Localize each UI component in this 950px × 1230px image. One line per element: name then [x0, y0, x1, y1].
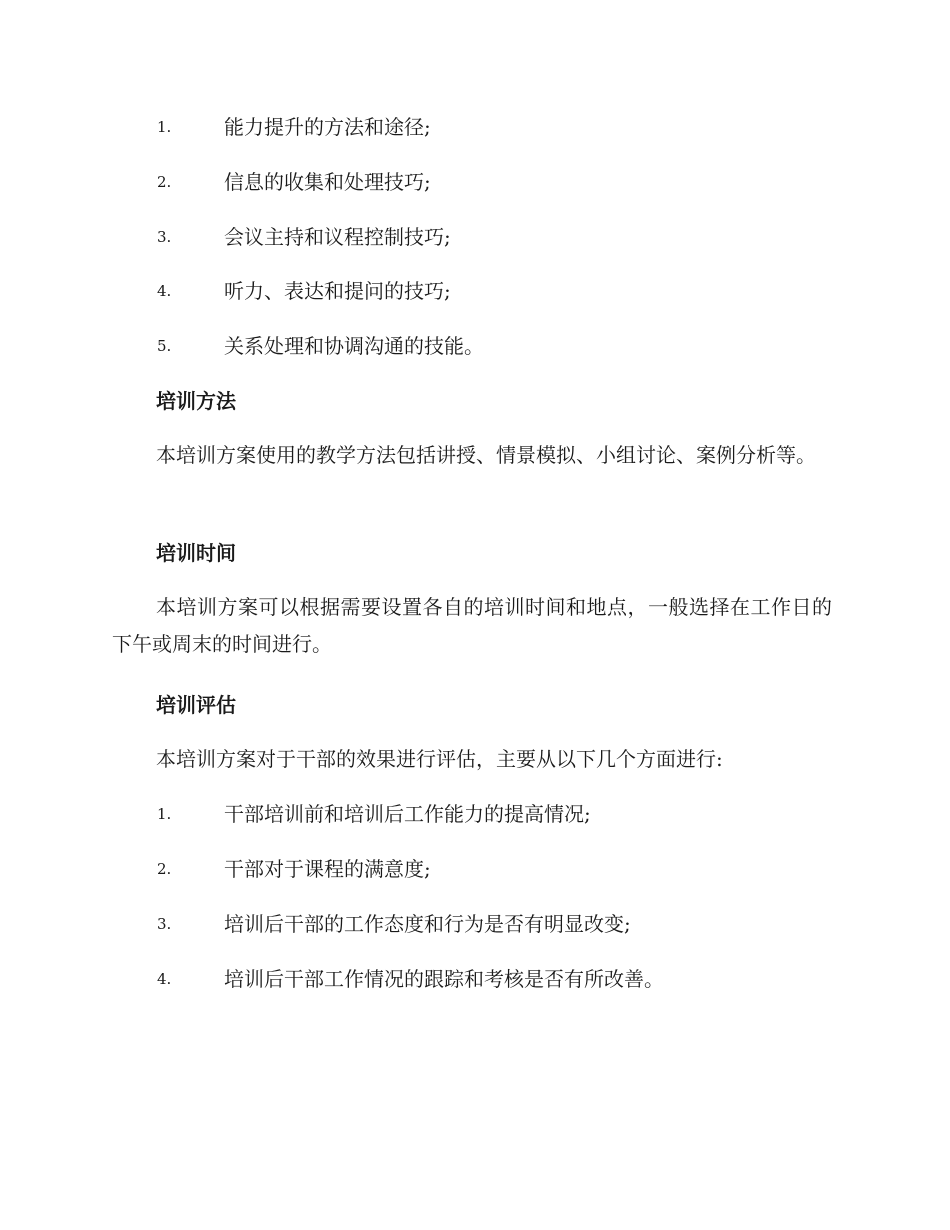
list-item — [0, 794, 950, 834]
list-item — [0, 326, 950, 366]
list-text: 会议主持和议程控制技巧; — [224, 225, 451, 249]
list-item — [0, 959, 950, 999]
list-item — [0, 162, 950, 202]
list-item — [0, 217, 950, 257]
section-intro-evaluation: 本培训方案对于干部的效果进行评估，主要从以下几个方面进行: — [156, 747, 723, 771]
list-text: 听力、表达和提问的技巧; — [224, 279, 451, 303]
list-text: 培训后干部工作情况的跟踪和考核是否有所改善。 — [224, 967, 664, 991]
list-number: 2. — [157, 173, 172, 191]
list-text: 信息的收集和处理技巧; — [224, 170, 431, 194]
list-number: 2. — [157, 860, 172, 878]
list-number: 4. — [157, 970, 172, 988]
list-text: 培训后干部的工作态度和行为是否有明显改变; — [224, 912, 631, 936]
list-number: 5. — [157, 337, 172, 355]
list-text: 干部对于课程的满意度; — [224, 857, 431, 881]
section-body-methods: 本培训方案使用的教学方法包括讲授、情景模拟、小组讨论、案例分析等。 — [156, 443, 816, 467]
list-item — [0, 107, 950, 147]
list-number: 1. — [157, 118, 172, 136]
section-heading-methods: 培训方法 — [156, 389, 236, 413]
list-number: 1. — [157, 805, 172, 823]
list-item — [0, 904, 950, 944]
section-body-time: 本培训方案可以根据需要设置各自的培训时间和地点，一般选择在工作日的下午或周末的时间进行。 — [112, 595, 832, 656]
list-item — [0, 849, 950, 889]
section-heading-time: 培训时间 — [156, 541, 236, 565]
section-heading-evaluation: 培训评估 — [156, 693, 236, 717]
list-text: 能力提升的方法和途径; — [224, 115, 431, 139]
list-text: 关系处理和协调沟通的技能。 — [224, 334, 484, 358]
list-item — [0, 271, 950, 311]
list-number: 3. — [157, 228, 172, 246]
list-text: 干部培训前和培训后工作能力的提高情况; — [224, 802, 591, 826]
list-number: 3. — [157, 915, 172, 933]
list-number: 4. — [157, 282, 172, 300]
